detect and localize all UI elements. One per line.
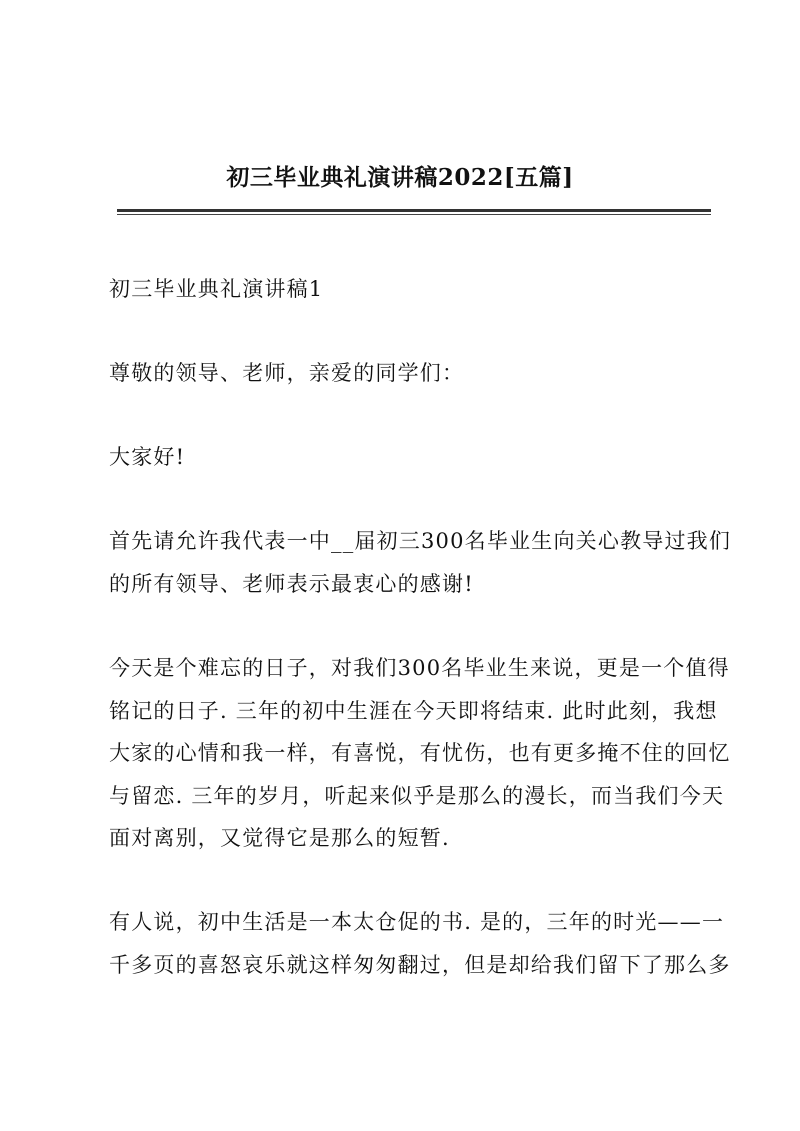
paragraph-line: 大家的心情和我一样，有喜悦，有忧伤，也有更多掩不住的回忆 <box>109 741 731 765</box>
paragraph-line: 铭记的日子. 三年的初中生涯在今天即将结束. 此时此刻，我想 <box>109 698 718 723</box>
paragraph-line: 的所有领导、老师表示最衷心的感谢! <box>109 571 474 596</box>
title-divider-thin <box>117 214 711 215</box>
paragraph-line: 千多页的喜怒哀乐就这样匆匆翻过，但是却给我们留下了那么多 <box>109 952 731 977</box>
salutation: 尊敬的领导、老师，亲爱的同学们： <box>109 361 465 385</box>
paragraph-line: 今天是个难忘的日子，对我们300名毕业生来说，更是一个值得 <box>109 656 730 680</box>
paragraph-1 <box>109 520 732 605</box>
paragraph-line: 面对离别，又觉得它是那么的短暂. <box>109 826 450 850</box>
paragraph-line: 首先请允许我代表一中__届初三300名毕业生向关心教导过我们 <box>109 529 732 553</box>
paragraph-line: 有人说，初中生活是一本太仓促的书. 是的，三年的时光——一 <box>109 910 725 934</box>
section-heading: 初三毕业典礼演讲稿1 <box>109 277 324 301</box>
paragraph-2 <box>109 647 731 860</box>
greeting: 大家好! <box>109 445 186 469</box>
title-divider-thick <box>117 209 711 212</box>
paragraph-3 <box>109 901 731 986</box>
paragraph-line: 与留恋. 三年的岁月，听起来似乎是那么的漫长，而当我们今天 <box>109 783 725 808</box>
document-title: 初三毕业典礼演讲稿2022[五篇] <box>226 164 574 191</box>
